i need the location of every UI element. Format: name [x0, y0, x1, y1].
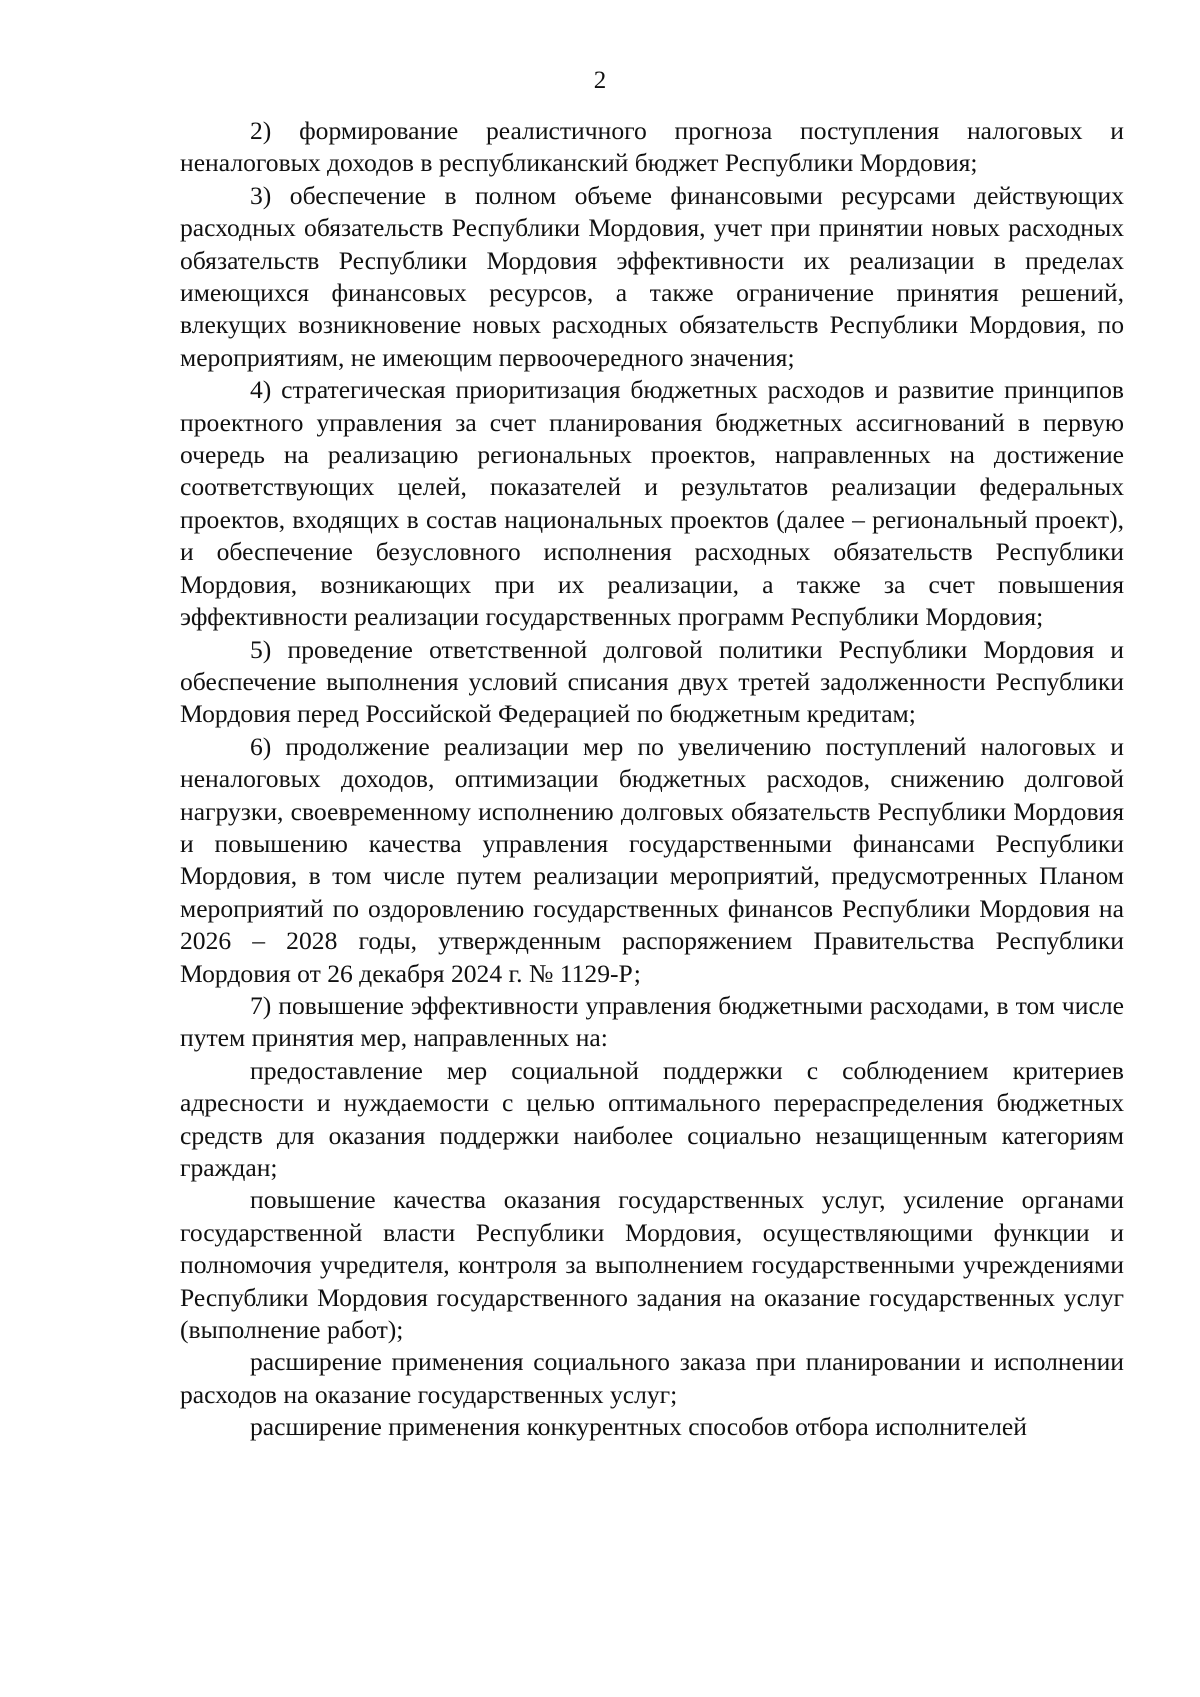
paragraph-item-4: 4) стратегическая приоритизация бюджетных расходов и развитие принципов проектного управления за счет планирования бюджетных ассигнований в первую очередь на реализацию региональных проектов, направленных на достижение соответствующих целей, показателей и результатов реализации федеральных проектов, входящих в состав национальных проектов (далее – региональный проект), и обеспечение безусловного исполнения расходных обязательств Республики Мордовия, возникающих при их реализации, а также за счет повышения эффективности реализации государственных программ Республики Мордовия;	[180, 375, 1124, 632]
paragraph-item-6: 6) продолжение реализации мер по увеличению поступлений налоговых и неналоговых доходов, оптимизации бюджетных расходов, снижению долговой нагрузки, своевременному исполнению долговых обязательств Республики Мордовия и повышению качества управления государственными финансами Республики Мордовия, в том числе путем реализации мероприятий, предусмотренных Планом мероприятий по оздоровлению государственных финансов Республики Мордовия на 2026 – 2028 годы, утвержденным распоряжением Правительства Республики Мордовия от 26 декабря 2024 г. № 1129-Р;	[180, 731, 1124, 988]
paragraph-item-5: 5) проведение ответственной долговой политики Республики Мордовия и обеспечение выполнения условий списания двух третей задолженности Республики Мордовия перед Российской Федерацией по бюджетным кредитам;	[180, 634, 1124, 729]
paragraph-social-support: предоставление мер социальной поддержки с соблюдением критериев адресности и нуждаемости с целью оптимального перераспределения бюджетных средств для оказания поддержки наиболее социально незащищенным категориям граждан;	[180, 1055, 1124, 1182]
paragraph-item-2: 2) формирование реалистичного прогноза поступления налоговых и неналоговых доходов в республиканский бюджет Республики Мордовия;	[180, 116, 1124, 178]
document-body	[180, 115, 1124, 1444]
paragraph-competitive-selection: расширение применения конкурентных способов отбора исполнителей	[250, 1412, 1027, 1442]
paragraph-item-7: 7) повышение эффективности управления бюджетными расходами, в том числе путем принятия мер, направленных на:	[180, 990, 1124, 1053]
paragraph-social-order: расширение применения социального заказа при планировании и исполнении расходов на оказание государственных услуг;	[180, 1347, 1124, 1409]
page-number: 2	[593, 67, 607, 94]
paragraph-service-quality: повышение качества оказания государственных услуг, усиление органами государственной власти Республики Мордовия, осуществляющими функции и полномочия учредителя, контроля за выполнением государственными учреждениями Республики Мордовия государственного задания на оказание государственных услуг (выполнение работ);	[180, 1185, 1124, 1345]
paragraph-item-3: 3) обеспечение в полном объеме финансовыми ресурсами действующих расходных обязательств Республики Мордовия, учет при принятии новых расходных обязательств Республики Мордовия эффективности их реализации в пределах имеющихся финансовых ресурсов, а также ограничение принятия решений, влекущих возникновение новых расходных обязательств Республики Мордовия, по мероприятиям, не имеющим первоочередного значения;	[180, 180, 1124, 372]
